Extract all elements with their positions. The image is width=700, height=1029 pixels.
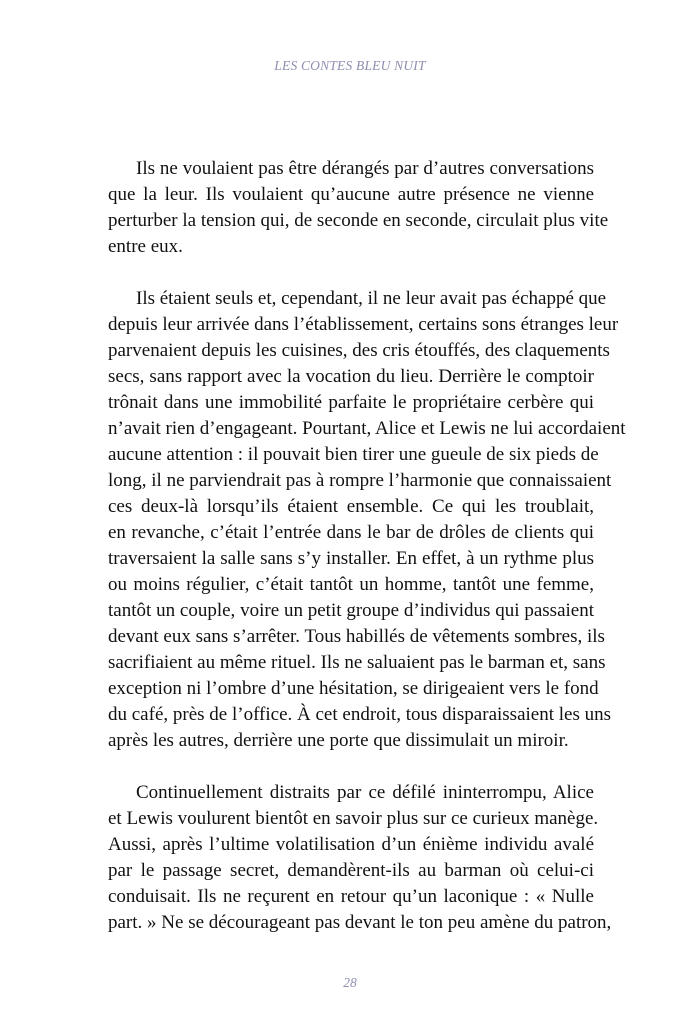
- text-line: ou moins régulier, c’était tantôt un homme, tantôt une femme,: [108, 574, 594, 595]
- text-line: n’avait rien d’engageant. Pourtant, Alice et Lewis ne lui accordaient: [108, 418, 626, 439]
- text-line: après les autres, derrière une porte que dissimulait un miroir.: [108, 730, 569, 751]
- text-line: sacrifiaient au même rituel. Ils ne saluaient pas le barman et, sans: [108, 652, 606, 673]
- text-line: et Lewis voulurent bientôt en savoir plus sur ce curieux manège.: [108, 808, 599, 829]
- text-line: traversaient la salle sans s’y installer. En effet, à un rythme plus: [108, 548, 594, 569]
- text-line: entre eux.: [108, 236, 183, 257]
- text-line: Ils ne voulaient pas être dérangés par d’autres conversations: [136, 158, 594, 179]
- text-line: secs, sans rapport avec la vocation du lieu. Derrière le comptoir: [108, 366, 594, 387]
- text-line: parvenaient depuis les cuisines, des cris étouffés, des claquements: [108, 340, 610, 361]
- text-line: Aussi, après l’ultime volatilisation d’un énième individu avalé: [108, 834, 594, 855]
- text-line: ces deux-là lorsqu’ils étaient ensemble. Ce qui les troublait,: [108, 496, 594, 517]
- text-line: aucune attention : il pouvait bien tirer une gueule de six pieds de: [108, 444, 599, 465]
- text-line: du café, près de l’office. À cet endroit, tous disparaissaient les uns: [108, 704, 611, 725]
- text-line: conduisait. Ils ne reçurent en retour qu’un laconique : « Nulle: [108, 886, 594, 907]
- text-line: part. » Ne se décourageant pas devant le ton peu amène du patron,: [108, 912, 612, 933]
- text-line: long, il ne parviendrait pas à rompre l’harmonie que connaissaient: [108, 470, 612, 491]
- page-number: 28: [343, 975, 357, 990]
- text-line: par le passage secret, demandèrent-ils au barman où celui-ci: [108, 860, 594, 881]
- paragraph: [108, 286, 626, 754]
- text-line: exception ni l’ombre d’une hésitation, se dirigeaient vers le fond: [108, 678, 599, 699]
- paragraph: [108, 780, 612, 936]
- text-line: en revanche, c’était l’entrée dans le bar de drôles de clients qui: [108, 522, 594, 543]
- text-line: tantôt un couple, voire un petit groupe d’individus qui passaient: [108, 600, 594, 621]
- text-line: devant eux sans s’arrêter. Tous habillés de vêtements sombres, ils: [108, 626, 605, 647]
- paragraph: [108, 156, 609, 260]
- text-line: depuis leur arrivée dans l’établissement, certains sons étranges leur: [108, 314, 619, 335]
- text-line: perturber la tension qui, de seconde en seconde, circulait plus vite: [108, 210, 609, 231]
- body-text: [108, 156, 626, 962]
- running-header: LES CONTES BLEU NUIT: [274, 58, 426, 73]
- text-line: trônait dans une immobilité parfaite le propriétaire cerbère qui: [108, 392, 594, 413]
- text-line: que la leur. Ils voulaient qu’aucune autre présence ne vienne: [108, 184, 594, 205]
- text-line: Continuellement distraits par ce défilé ininterrompu, Alice: [136, 782, 594, 803]
- text-line: Ils étaient seuls et, cependant, il ne leur avait pas échappé que: [136, 288, 607, 309]
